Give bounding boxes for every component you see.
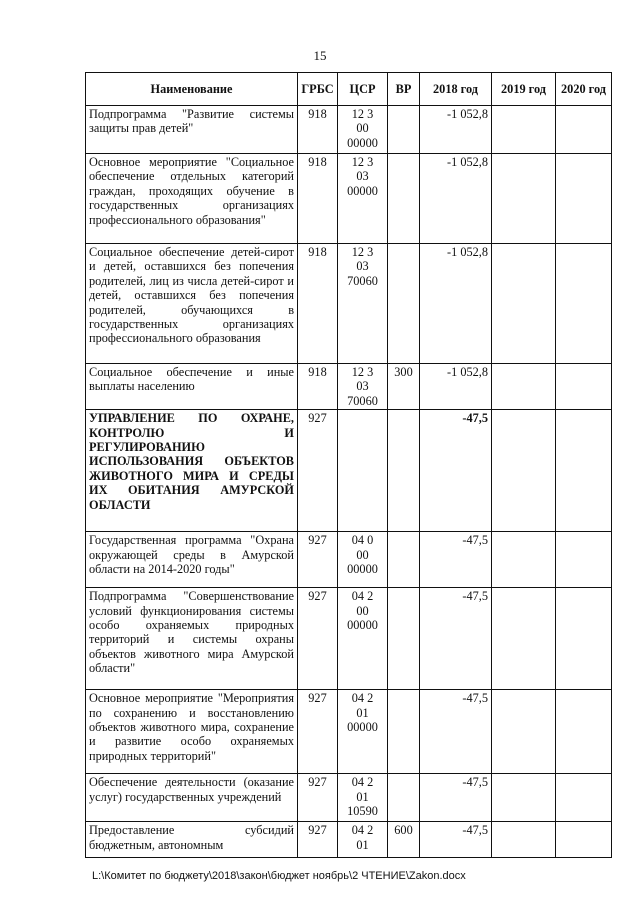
- row-vr: [388, 532, 420, 588]
- row-2018: -47,5: [420, 822, 492, 858]
- table-row: [86, 690, 612, 774]
- row-name: УПРАВЛЕНИЕ ПО ОХРАНЕ, КОНТРОЛЮ И РЕГУЛИРОВАНИЮ ИСПОЛЬЗОВАНИЯ ОБЪЕКТОВ ЖИВОТНОГО МИРА И СРЕДЫ ИХ ОБИТАНИЯ АМУРСКОЙ ОБЛАСТИ: [86, 410, 298, 532]
- budget-table: [85, 72, 612, 858]
- row-2020: [556, 364, 612, 410]
- csr-part: 03: [356, 169, 369, 184]
- row-csr: [338, 774, 388, 822]
- page-number: 15: [313, 48, 327, 63]
- csr-part: 01: [356, 789, 369, 804]
- header-2020: 2020 год: [556, 73, 612, 106]
- csr-part: 12 3: [351, 245, 374, 259]
- row-grbs: 918: [298, 364, 338, 410]
- row-name: Обеспечение деятельности (оказание услуг) государственных учреждений: [86, 774, 298, 822]
- csr-part: 00000: [347, 135, 378, 150]
- csr-part: 12 3: [351, 155, 374, 169]
- row-grbs: 927: [298, 410, 338, 532]
- header-name: Наименование: [86, 73, 298, 106]
- csr-part: 00: [356, 603, 369, 618]
- csr-part: 12 3: [351, 365, 374, 379]
- table-header-row: [86, 73, 612, 106]
- csr-part: 03: [356, 259, 369, 274]
- row-2020: [556, 106, 612, 154]
- row-2019: [492, 364, 556, 410]
- csr-part: 01: [356, 705, 369, 720]
- row-grbs: 927: [298, 774, 338, 822]
- row-grbs: 927: [298, 690, 338, 774]
- row-grbs: 918: [298, 154, 338, 244]
- csr-part: 04 2: [351, 589, 374, 604]
- table-row: [86, 364, 612, 410]
- header-csr: ЦСР: [338, 73, 388, 106]
- row-2020: [556, 154, 612, 244]
- row-vr: [388, 690, 420, 774]
- row-2020: [556, 690, 612, 774]
- csr-part: 03: [356, 379, 369, 394]
- row-2019: [492, 690, 556, 774]
- row-2020: [556, 532, 612, 588]
- row-name: Основное мероприятие "Социальное обеспечение отдельных категорий граждан, проходящих обучение в государственных организациях профессионального образования": [86, 154, 298, 244]
- row-2019: [492, 822, 556, 858]
- row-name: Государственная программа "Охрана окружающей среды в Амурской области на 2014-2020 годы": [86, 532, 298, 588]
- row-2020: [556, 822, 612, 858]
- csr-part: 10590: [347, 804, 378, 819]
- row-csr: [338, 364, 388, 410]
- csr-part: 04 0: [351, 533, 374, 548]
- row-vr: [388, 244, 420, 364]
- row-2018: -47,5: [420, 588, 492, 690]
- csr-part: 04 2: [351, 823, 374, 838]
- row-2018: -47,5: [420, 532, 492, 588]
- row-2020: [556, 244, 612, 364]
- csr-part: 00: [356, 547, 369, 562]
- table-row: [86, 532, 612, 588]
- table-row: [86, 244, 612, 364]
- row-2019: [492, 774, 556, 822]
- row-2019: [492, 244, 556, 364]
- row-name: Социальное обеспечение и иные выплаты населению: [86, 364, 298, 410]
- row-2018: -47,5: [420, 690, 492, 774]
- row-csr: [338, 410, 388, 532]
- row-2019: [492, 154, 556, 244]
- row-2018: -1 052,8: [420, 364, 492, 410]
- table-row: [86, 774, 612, 822]
- csr-part: 00000: [347, 618, 378, 633]
- row-2018: -1 052,8: [420, 244, 492, 364]
- table-body: [86, 106, 612, 858]
- row-grbs: 918: [298, 244, 338, 364]
- row-2019: [492, 106, 556, 154]
- row-2020: [556, 410, 612, 532]
- row-grbs: 927: [298, 588, 338, 690]
- row-2018: -47,5: [420, 774, 492, 822]
- row-vr: 600: [388, 822, 420, 858]
- csr-part: 70060: [347, 393, 378, 408]
- row-grbs: 918: [298, 106, 338, 154]
- row-name: Предоставление субсидий бюджетным, автономным: [86, 822, 298, 858]
- row-name: Подпрограмма "Развитие системы защиты прав детей": [86, 106, 298, 154]
- csr-part: 00000: [347, 183, 378, 198]
- row-2018: -47,5: [420, 410, 492, 532]
- row-grbs: 927: [298, 532, 338, 588]
- csr-part: 12 3: [351, 107, 374, 121]
- row-grbs: 927: [298, 822, 338, 858]
- row-vr: [388, 106, 420, 154]
- header-2018: 2018 год: [420, 73, 492, 106]
- row-2018: -1 052,8: [420, 106, 492, 154]
- csr-part: 00000: [347, 720, 378, 735]
- csr-part: 01: [356, 837, 369, 852]
- row-name: Подпрограмма "Совершенствование условий функционирования системы особо охраняемых природных территорий и системы охраны объектов животного мира Амурской области": [86, 588, 298, 690]
- row-vr: [388, 410, 420, 532]
- row-csr: [338, 106, 388, 154]
- row-2019: [492, 532, 556, 588]
- row-csr: [338, 154, 388, 244]
- row-vr: 300: [388, 364, 420, 410]
- row-2020: [556, 774, 612, 822]
- row-2019: [492, 588, 556, 690]
- csr-part: 04 2: [351, 691, 374, 706]
- row-2019: [492, 410, 556, 532]
- table-row: [86, 588, 612, 690]
- table-row: [86, 822, 612, 858]
- row-csr: [338, 244, 388, 364]
- row-vr: [388, 588, 420, 690]
- row-2020: [556, 588, 612, 690]
- row-2018: -1 052,8: [420, 154, 492, 244]
- header-vr: ВР: [388, 73, 420, 106]
- footer-file-path: L:\Комитет по бюджету\2018\закон\бюджет ноябрь\2 ЧТЕНИЕ\Zakon.docx: [92, 870, 466, 882]
- table-row: [86, 154, 612, 244]
- row-vr: [388, 774, 420, 822]
- row-csr: [338, 690, 388, 774]
- csr-part: 00: [356, 121, 369, 136]
- table-row: [86, 410, 612, 532]
- header-grbs: ГРБС: [298, 73, 338, 106]
- table-row: [86, 106, 612, 154]
- row-vr: [388, 154, 420, 244]
- csr-part: 04 2: [351, 775, 374, 790]
- row-csr: [338, 532, 388, 588]
- row-csr: [338, 588, 388, 690]
- row-csr: [338, 822, 388, 858]
- csr-part: 70060: [347, 273, 378, 288]
- row-name: Социальное обеспечение детей-сирот и детей, оставшихся без попечения родителей, лиц из числа детей-сирот и детей, оставшихся без попечения родителей, обучающихся в государственных организациях профессионального образования: [86, 244, 298, 364]
- header-2019: 2019 год: [492, 73, 556, 106]
- row-name: Основное мероприятие "Мероприятия по сохранению и восстановлению объектов животного мира, сохранение и развитие особо охраняемых природных территорий": [86, 690, 298, 774]
- csr-part: 00000: [347, 562, 378, 577]
